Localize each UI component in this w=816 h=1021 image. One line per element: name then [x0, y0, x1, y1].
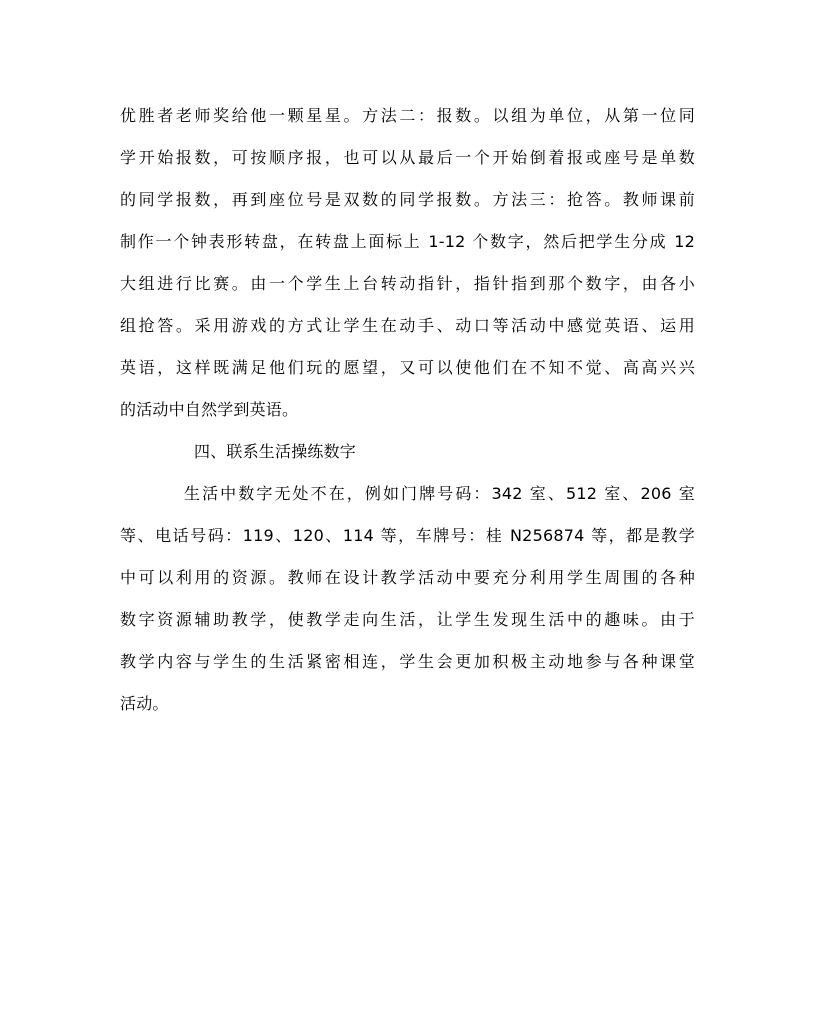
paragraph-1-line-6: 组抢答。采用游戏的方式让学生在动手、动口等活动中感觉英语、运用	[120, 316, 695, 335]
paragraph-1-line-8: 的活动中自然学到英语。	[120, 400, 299, 419]
paragraph-2-line-4: 数字资源辅助教学，使教学走向生活，让学生发现生活中的趣味。由于	[120, 610, 695, 629]
paragraph-1-line-5: 大组进行比赛。由一个学生上台转动指针，指针指到那个数字，由各小	[120, 274, 695, 293]
paragraph-1-line-7: 英语，这样既满足他们玩的愿望，又可以使他们在不知不觉、高高兴兴	[120, 358, 695, 377]
paragraph-1-line-2: 学开始报数，可按顺序报，也可以从最后一个开始倒着报或座号是单数	[120, 148, 695, 167]
paragraph-1-line-1: 优胜者老师奖给他一颗星星。方法二：报数。以组为单位，从第一位同	[120, 106, 695, 125]
paragraph-2-line-6: 活动。	[120, 694, 169, 713]
paragraph-2-line-5: 教学内容与学生的生活紧密相连，学生会更加积极主动地参与各种课堂	[120, 652, 695, 671]
paragraph-2-line-1: 生活中数字无处不在，例如门牌号码：342 室、512 室、206 室	[184, 484, 695, 503]
paragraph-1-line-3: 的同学报数，再到座位号是双数的同学报数。方法三：抢答。教师课前	[120, 190, 695, 209]
paragraph-1-line-4: 制作一个钟表形转盘，在转盘上面标上 1-12 个数字，然后把学生分成 12	[120, 232, 695, 251]
paragraph-2-line-2: 等、电话号码：119、120、114 等，车牌号：桂 N256874 等，都是教学	[120, 526, 695, 545]
paragraph-2-line-3: 中可以利用的资源。教师在设计教学活动中要充分利用学生周围的各种	[120, 568, 695, 587]
section-heading: 四、联系生活操练数字	[194, 442, 357, 461]
